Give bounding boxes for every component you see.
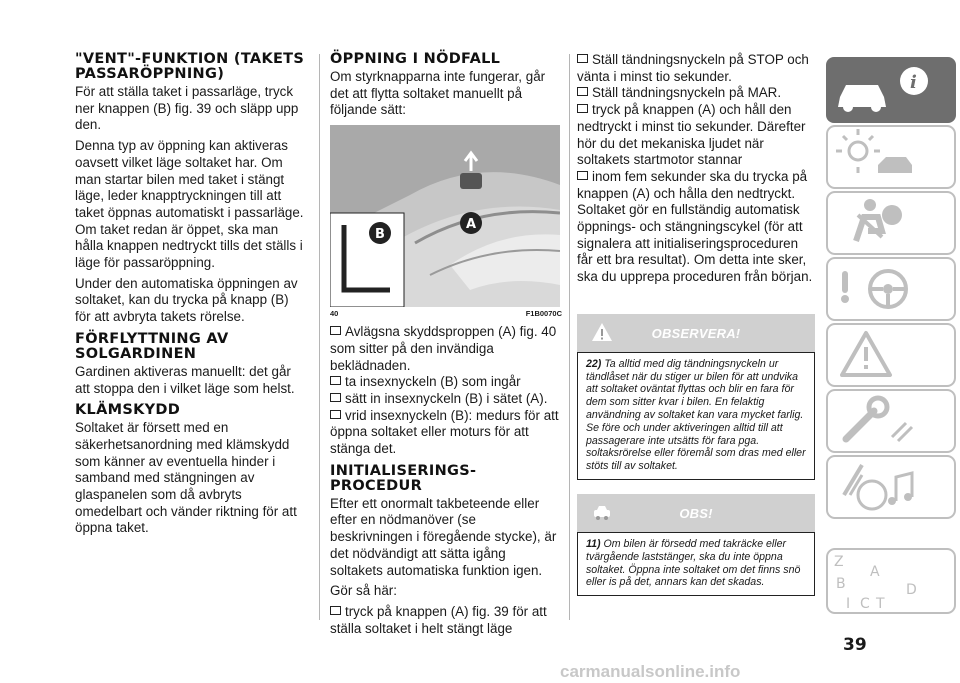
checkbox-bullet-icon	[577, 54, 588, 63]
svg-text:C: C	[860, 596, 870, 612]
note-number: 11)	[586, 538, 601, 551]
figure-number: 40	[330, 309, 339, 319]
warning-number: 22)	[586, 357, 602, 370]
svg-text:Z: Z	[834, 554, 844, 570]
tab-maintenance[interactable]	[826, 389, 956, 455]
paragraph-vent-3: Under den automatiska öppningen av soltaket, kan du trycka på knapp (B) för att avbryta takets rörelse.	[75, 275, 298, 325]
column-2	[330, 52, 562, 637]
checkbox-bullet-icon	[577, 87, 588, 96]
svg-text:A: A	[870, 564, 880, 580]
page-number: 39	[843, 635, 867, 655]
roof-illustration	[330, 125, 560, 307]
column-divider-2	[569, 54, 570, 620]
tab-media[interactable]	[826, 455, 956, 521]
figure-code: F1B0070C	[525, 309, 562, 319]
note-body	[577, 532, 815, 596]
heading-vent-function: "VENT"-FUNKTION (TAKETS PASSARÖPPNING)	[75, 51, 305, 82]
fig-label-b: B	[375, 227, 385, 243]
paragraph-init-2: Gör så här:	[330, 583, 397, 599]
svg-text:i: i	[910, 72, 917, 93]
warning-icon	[826, 323, 956, 387]
step-insert-key: sätt in insexnyckeln (B) i sätet (A).	[330, 391, 562, 408]
svg-text:T: T	[876, 596, 885, 612]
watermark-footer: carmanualsonline.info	[560, 662, 741, 681]
paragraph-vent-1: För att ställa taket i passarläge, tryck ner knappen (B) fig. 39 och släpp upp den.	[75, 84, 299, 133]
step-turn-key: vrid insexnyckeln (B): medurs för att öppna soltaket eller moturs för att stänga det.	[330, 407, 559, 457]
note-text: Om bilen är försedd med takräcke eller tvärgående laststänger, ska du inte öppna soltaket. Öppna inte soltaket om det finns snö eller is på det, annars kan det skadas.	[586, 538, 801, 589]
figure-40-roof-photo	[330, 125, 560, 307]
media-icon	[826, 455, 956, 519]
step-take-key: ta insexnyckeln (B) som ingår	[330, 374, 562, 391]
heading-initialisation: INITIALISERINGS-PROCEDUR	[330, 462, 477, 494]
paragraph-vent-2: Denna typ av öppning kan aktiveras oavsett vilket läge soltaket har. Om man startar bilen med taket i stängt läge, leder knapptryckningen till att taket öppnas automatiskt i passarläge. Om taket redan är öppet, ska man hålla knappen nedtryckt tills det ställs i läge för passaröppning.	[75, 138, 304, 271]
step-press-again: inom fem sekunder ska du trycka på knappen (A) och hålla den nedtryckt.	[577, 168, 808, 201]
note-title: OBS!	[679, 506, 713, 522]
paragraph-emergency-intro: Om styrknapparna inte fungerar, går det att flytta soltaket manuellt på följande sätt:	[330, 69, 546, 118]
tab-car-info[interactable]	[826, 57, 956, 123]
step-hold-button: tryck på knappen (A) och håll den nedtryckt i minst tio sekunder. Därefter hör du det mekaniska ljudet när soltakets startmotor stannar	[577, 102, 806, 168]
paragraph-pinch-protection: Soltaket är försett med en säkerhetsanordning med klämskydd som känner av eventuella hinder i samband med stängningen av glaspanelen som då avbryts omedelbart och vänder riktning för att öppna taket.	[75, 420, 297, 536]
checkbox-bullet-icon	[330, 393, 341, 402]
step-key-stop: Ställ tändningsnyckeln på STOP och vänta i minst tio sekunder.	[577, 52, 809, 84]
checkbox-bullet-icon	[330, 376, 341, 385]
column-1	[75, 52, 305, 541]
safety-airbag-icon	[826, 191, 956, 255]
svg-text:B: B	[836, 576, 846, 592]
wrench-icon	[826, 389, 956, 453]
checkbox-bullet-icon	[577, 104, 588, 113]
lights-icon	[826, 125, 956, 189]
paragraph-cycle: Soltaket gör en fullständig automatisk öppnings- och stängningscykel (för att signalera att initialiseringsproceduren får ett bra resultat). Om detta inte sker, ska du upprepa proceduren från början.	[577, 202, 813, 285]
fig-label-a: A	[466, 217, 477, 233]
column-divider-1	[319, 54, 320, 620]
paragraph-init-1: Efter ett onormalt takbeteende eller efter en nödmanöver (se beskrivningen i föregående stycke), är det nödvändigt att sätta igång soltakets automatiska funktion igen.	[330, 495, 557, 578]
note-header	[577, 494, 815, 532]
svg-text:I: I	[846, 596, 851, 612]
step-key-mar: Ställ tändningsnyckeln på MAR.	[577, 85, 815, 102]
heading-sunshade: FÖRFLYTTNING AV SOLGARDINEN	[75, 330, 229, 362]
warning-body	[577, 352, 815, 480]
steering-icon	[826, 257, 956, 321]
warning-box	[577, 314, 815, 480]
warning-header	[577, 314, 815, 352]
step-press-close: tryck på knappen (A) fig. 39 för att ställa soltaket i helt stängt läge	[330, 603, 547, 636]
warning-title: OBSERVERA!	[651, 325, 741, 341]
index-icon	[826, 548, 956, 614]
figure-caption	[330, 309, 562, 318]
tab-lights[interactable]	[826, 125, 956, 191]
step-remove-cap: Avlägsna skyddsproppen (A) fig. 40 som sitter på den invändiga beklädnaden.	[330, 324, 557, 373]
warning-text: Ta alltid med dig tändningsnyckeln ur tändlåset när du stiger ur bilen för att undvika att soltaket oväntat flyttas och blir en fara för dem som sitter kvar i bilen. En felaktig användning av soltaket kan vara mycket farlig. Se före och under aktiveringen alltid till att passagerare inte utsätts för fara pga. soltaksrörelse eller föremål som dras med eller stöts till av soltaket.	[586, 357, 806, 473]
heading-pinch-protection: KLÄMSKYDD	[75, 402, 181, 419]
heading-emergency-opening: ÖPPNING I NÖDFALL	[330, 51, 501, 67]
column-3	[577, 52, 815, 596]
checkbox-bullet-icon	[330, 326, 341, 335]
paragraph-sunshade: Gardinen aktiveras manuellt: det går att stoppa den i vilket läge som helst.	[75, 363, 295, 396]
tab-warning[interactable]	[826, 323, 956, 389]
car-info-icon	[826, 57, 956, 123]
checkbox-bullet-icon	[577, 171, 588, 180]
checkbox-bullet-icon	[330, 606, 341, 615]
note-box	[577, 494, 815, 596]
tab-safety[interactable]	[826, 191, 956, 257]
svg-text:D: D	[906, 582, 917, 598]
tab-steering[interactable]	[826, 257, 956, 323]
tab-index[interactable]	[826, 548, 956, 614]
checkbox-bullet-icon	[330, 410, 341, 419]
